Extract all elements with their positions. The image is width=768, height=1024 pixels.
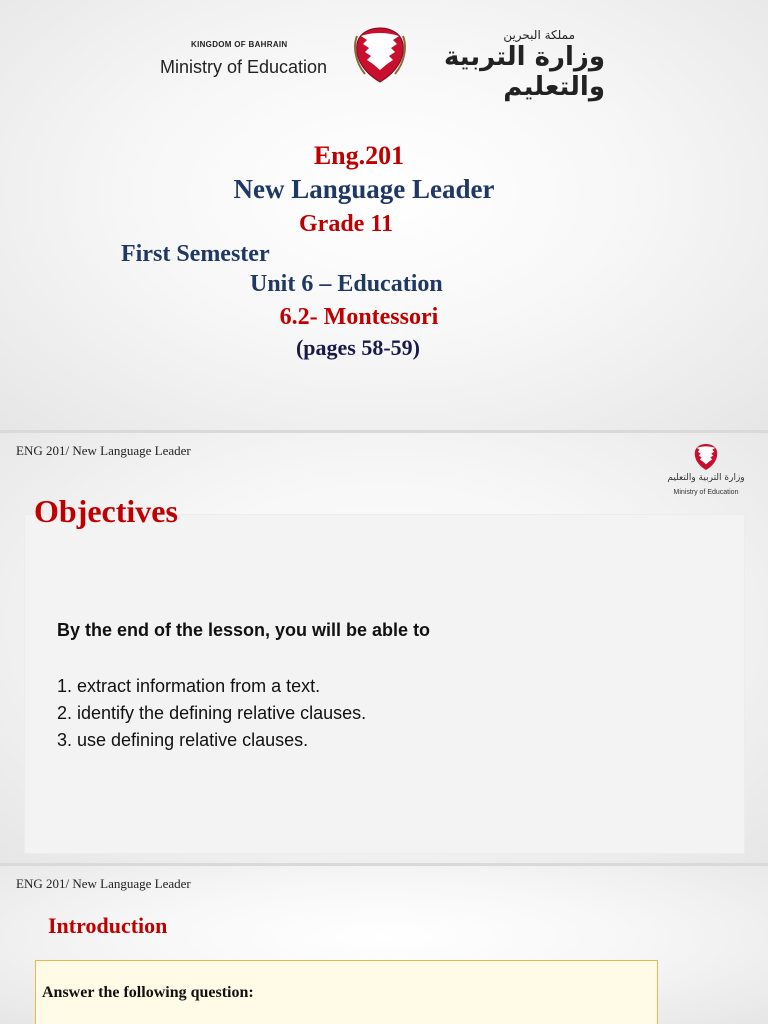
list-item: 1. extract information from a text. [57,676,321,696]
kingdom-label: KINGDOM OF BAHRAIN [191,40,288,49]
semester-label: First Semester [121,241,270,267]
course-footer-label: ENG 201/ New Language Leader [16,876,191,891]
grade-label: Grade 11 [299,211,393,237]
course-code: Eng.201 [313,141,405,170]
logo-arabic-text: وزارة التربية والتعليم [667,473,745,483]
question-text: Answer the following question: [42,984,254,1001]
logo-ministry-text: Ministry of Education [673,489,739,496]
arabic-ministry-text: وزارة التربية والتعليم [443,42,605,102]
objectives-intro: By the end of the lesson, you will be able to [57,620,431,640]
pages-label: (pages 58-59) [295,335,421,360]
bahrain-emblem-icon [693,442,719,472]
course-footer-label: ENG 201/ New Language Leader [16,443,191,458]
bahrain-emblem-icon [353,26,407,84]
arabic-kingdom-text: مملكة البحرين [503,28,575,42]
list-item: 2. identify the defining relative clauses. [57,703,367,723]
introduction-slide [0,866,768,1024]
book-title: New Language Leader [233,174,495,204]
ministry-label: Ministry of Education [160,57,328,77]
arabic-ministry-logo [420,28,605,102]
title-slide [0,0,768,430]
slide-title: Introduction [48,913,168,938]
objectives-slide [0,433,768,863]
objectives-list [57,673,366,754]
unit-label: Unit 6 – Education [250,271,443,297]
slide-title: Objectives [34,493,178,529]
lesson-label: 6.2- Montessori [279,304,439,330]
list-item: 3. use defining relative clauses. [57,730,309,750]
